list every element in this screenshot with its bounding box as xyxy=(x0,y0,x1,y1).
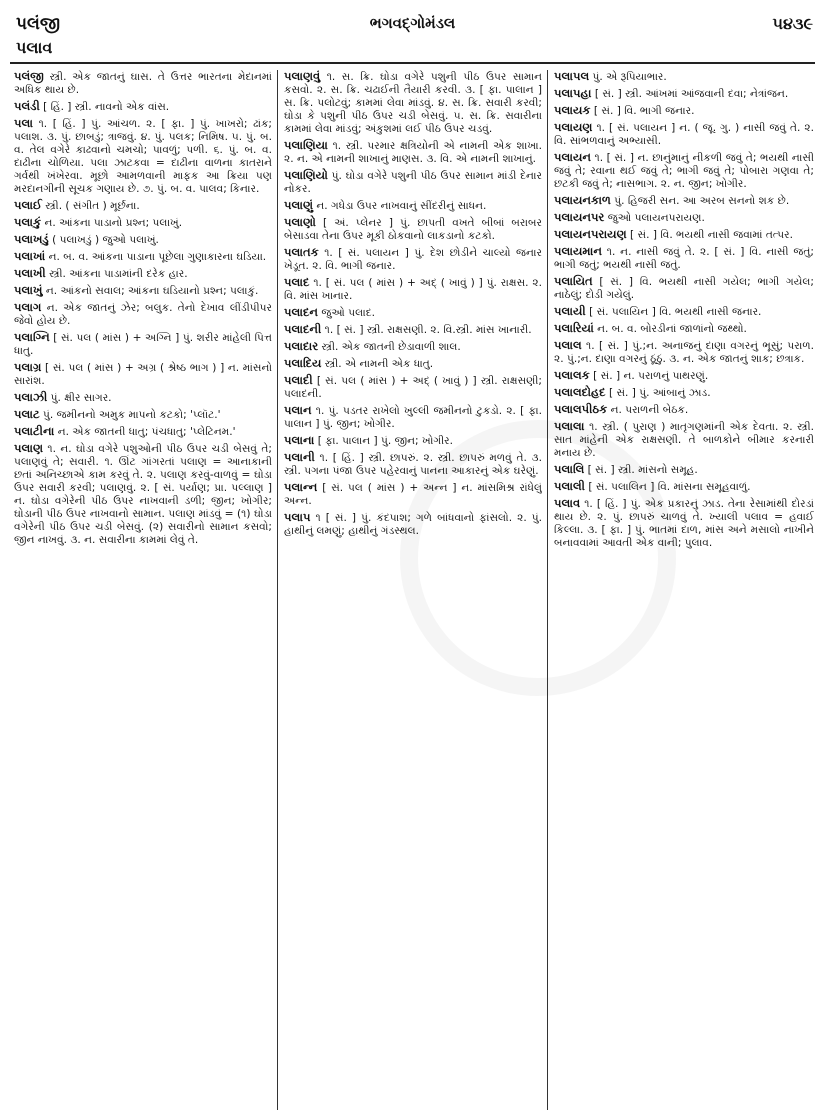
entry-headword: પલાલદોહદ xyxy=(554,385,606,399)
dictionary-entry xyxy=(554,322,814,336)
entry-definition: [ સં. પલાલિન ] વિ. માંસના સમૂહવાળું. xyxy=(588,481,751,493)
entry-headword: પલાકું xyxy=(14,215,42,229)
entry-definition: ૧ [ સં. ] પું. કંદપાશ; ગળે બાંધવાનો ફાંસલો. ૨. પું. હાથીનું લમણું; હાથીનું ગંડસ્થલ. xyxy=(284,512,542,537)
entry-definition: ન. આંકના પાડાનો પ્રશ્ન; પલાખું. xyxy=(44,217,183,229)
column-1 xyxy=(14,70,272,1110)
dictionary-entry xyxy=(14,250,272,264)
dictionary-entry xyxy=(14,233,272,247)
entry-definition: ન. આંકનો સવાલ; આંકના ઘડિયાનો પ્રશ્ન; પલાકું. xyxy=(45,285,259,297)
dictionary-entry xyxy=(554,386,814,400)
entry-definition: [ સં. પલ ( માંસ ) + અન્ન ] ન. માંસમિશ્ર રાંધેલું અન્ન. xyxy=(284,482,542,507)
entry-headword: પલાગ xyxy=(14,300,42,314)
dictionary-entry xyxy=(284,169,542,196)
dictionary-entry xyxy=(284,357,542,371)
dictionary-entry xyxy=(554,194,814,208)
entry-headword: પલાપહા xyxy=(554,86,592,100)
dictionary-entry xyxy=(284,323,542,337)
entry-headword: પલાયનપરાયણ xyxy=(554,227,627,241)
dictionary-entry xyxy=(554,228,814,242)
entry-definition: [ સં. પલાયિન ] વિ. ભયથી નાસી જનાર. xyxy=(589,306,762,318)
entry-definition: ( પલાખડું ) જુઓ પલાખું. xyxy=(52,234,159,246)
dictionary-entry xyxy=(554,463,814,477)
dictionary-entry xyxy=(14,331,272,358)
entry-headword: પલાલી xyxy=(554,479,585,493)
entry-headword: પલાપલ xyxy=(554,70,590,83)
dictionary-entry xyxy=(14,199,272,213)
entry-definition: ૧. પું. પડતર રાખેલો ખુલ્લી જમીનનો ટુકડો. ૨. [ ફા. પાલાન ] પું. જીન; ખોગીર. xyxy=(284,405,542,430)
dictionary-entry xyxy=(554,211,814,225)
entry-definition: ૧. [ સં. ] સ્ત્રી. રાક્ષસણી. ૨. વિ.સ્ત્રી. માંસ ખાનારી. xyxy=(324,324,532,336)
dictionary-entry xyxy=(284,246,542,273)
entry-definition: ૧. સ. ક્રિ. ઘોડા વગેરે પશુની પીઠ ઉપર સામાન કસવો. ૨. સ. ક્રિ. ચઢાઈની તૈયારી કરવી. ૩. [ ફા. પાલાન ] સ. ક્રિ. પલોટવું; કામમાં લેવા માંડવું. ૪. સ. ક્રિ. સવારી કરવી; ઘોડા કે પશુની પીઠ ઉપર ચડી બેસવું. ૫. સ. ક્રિ. સવારીના કામમાં લેવા માંડવું; અંકુશમાં લઈ પીઠ ઉપર ચડવું. xyxy=(284,71,542,135)
entry-definition: [ સં. ] વિ. ભયથી નાસી જવામાં તત્પર. xyxy=(630,229,794,241)
entry-headword: પલાદાર xyxy=(284,339,319,353)
entry-definition: જુઓ પલાદ. xyxy=(321,307,375,319)
dictionary-entry xyxy=(554,305,814,319)
entry-headword: પલાદિય xyxy=(284,356,322,370)
dictionary-entry xyxy=(14,442,272,547)
entry-definition: ૧. [ હિં. ] પું. એક પ્રકારનું ઝાડ. તેના રેસામાંથી દોરડાં થાય છે. ૨. પું. છાપરું ચાળવું તે. ખ્યાલી પલાવ = હવાઈ કિલ્લા. ૩. [ ફા. ] પું. ભાતમાં દાળ, માંસ અને મસાલો નાખીને બનાવવામાં આવતી એક વાની; પુલાવ. xyxy=(554,498,814,549)
dictionary-entry xyxy=(14,425,272,439)
dictionary-entry xyxy=(554,403,814,417)
entry-headword: પલાખી xyxy=(14,266,46,280)
left-sub-guide-word: પલાવ xyxy=(16,38,53,57)
entry-definition: ૧. [ સં. ] પું.;ન. અનાજનું દાણા વગરનું ભૂસું; પરાળ. ૨. પું.;ન. દાણા વગરનું ઠૂંઠું. ૩. ન. એક જાતનું શાક; છત્રાક. xyxy=(554,340,814,365)
entry-headword: પલાદની xyxy=(284,322,322,336)
entry-definition: ૧. [ સં. ] ન. છાનુંમાનું નીકળી જવું તે; ભયથી નાસી જવું તે; રવાના થઈ જવું તે; ભાગી જવું તે; પોબારા ગણવા તે; છટકી જવું તે; નાસભાગ. ૨. ન. જીન; ખોગીર. xyxy=(554,152,814,190)
dictionary-entry xyxy=(284,199,542,213)
entry-definition: [ સં. ] ન. પરાળનું પાથરણું. xyxy=(593,370,709,382)
dictionary-entry xyxy=(284,139,542,166)
entry-definition: [ સં. પલ ( માંસ ) + અગ્નિ ] પું. શરીર માંહેલી પિત્ત ધાતુ. xyxy=(14,332,272,357)
entry-definition: ન. ગધેડા ઉપર નાખવાનું સીંદરીનું સાધન. xyxy=(316,200,487,212)
dictionary-entry xyxy=(284,451,542,478)
dictionary-entry xyxy=(14,408,272,422)
entry-definition: [ હિં. ] સ્ત્રી. નાવનો એક વાંસ. xyxy=(43,101,170,113)
dictionary-entry xyxy=(14,284,272,298)
dictionary-entry xyxy=(284,216,542,243)
page-number: ૫૪૩૯ xyxy=(772,14,813,33)
entry-headword: પલાઈ xyxy=(14,198,42,212)
entry-headword: પલાલિ xyxy=(554,462,585,476)
entry-definition: ૧. ન. ઘોડા વગેરે પશુઓની પીઠ ઉપર ચડી બેસવું તે; પલાણવું તે; સવારી. ૧. ઊંટ ગાંગરતાં પલાણ = આનાકાની છતાં અનિચ્છાએ કામ કરવું તે. ૨. પલાણ કરવું-વાળવું = ઘોડા ઉપર સવારી કરવી; પલાણવું. ૨. [ સં. પર્યાણ; પ્રા. પલ્લાણ ] ન. ઘોડા વગેરેની પીઠ ઉપર નાખવાની ડળી; જીન; ખોગીર; ઘોડાની પીઠ ઉપર નાખવાનો સામાન. પલાણ માંડવું = (૧) ઘોડા વગેરેની પીઠ ઉપર ચડી બેસવું. (૨) સવારીનો સામાન કસવો; જીન નાખવું. ૩. ન. સવારીના કામમાં લેવું તે. xyxy=(14,443,272,546)
dictionary-entry xyxy=(554,339,814,366)
entry-definition: [ સં. ] સ્ત્રી. આંખમાં આંજવાની દવા; નેત્રાંજન. xyxy=(594,88,789,100)
entry-headword: પલાયણ xyxy=(554,120,593,134)
entry-headword: પલાના xyxy=(284,433,315,447)
dictionary-entry xyxy=(284,340,542,354)
dictionary-entry xyxy=(284,70,542,136)
dictionary-entry xyxy=(14,117,272,196)
entry-definition: સ્ત્રી. એ નામની એક ધાતુ. xyxy=(324,358,434,370)
entry-definition: ૧. સ્ત્રી. ( પુરાણ ) માતૃગણમાંની એક દેવતા. ૨. સ્ત્રી. સાત માંહેની એક રાક્ષસણી. તે બાળકોને બીમાર કરનારી મનાય છે. xyxy=(554,421,814,459)
entry-definition: ૧. ન. નાસી જવું તે. ૨. [ સં. ] વિ. નાસી જતું; ભાગી જતું; ભયથી નાસી જતું. xyxy=(554,246,814,271)
entry-definition: ન. એક જાતની ધાતુ; પંચધાતુ; 'પ્લેટિનમ.' xyxy=(57,426,236,438)
entry-headword: પલાખું xyxy=(14,283,43,297)
entry-definition: સ્ત્રી. એક જાતનું ઘાસ. તે ઉત્તર ભારતના મેદાનમાં અધિક થાય છે. xyxy=(14,71,272,96)
book-title: ભગવદ્ગોમંડલ xyxy=(369,14,456,32)
entry-definition: [ સં. ] વિ. ભયથી નાસી ગયેલ; ભાગી ગયેલ; નાઠેલું; દોડી ગયેલું. xyxy=(554,276,814,301)
dictionary-entry xyxy=(14,391,272,405)
column-2 xyxy=(284,70,542,1110)
column-divider xyxy=(277,70,278,1110)
entry-headword: પલાતક xyxy=(284,245,319,259)
entry-headword: પલાયિત xyxy=(554,274,593,288)
entry-definition: સ્ત્રી. આંકના પાડામાંની દરેક હાર. xyxy=(49,268,188,280)
dictionary-entry xyxy=(554,70,814,84)
entry-headword: પલંજી xyxy=(14,70,44,83)
dictionary-entry xyxy=(284,434,542,448)
entry-headword: પલાણ xyxy=(14,441,44,455)
entry-headword: પલાયક xyxy=(554,103,591,117)
entry-definition: ૧. સ્ત્રી. પરમાર ક્ષત્રિયોની એ નામની એક શાખા. ૨. ન. એ નામની શાખાનું માણસ. ૩. વિ. એ નામની શાખાનું. xyxy=(284,140,542,165)
dictionary-entry xyxy=(14,361,272,388)
entry-definition: ન. એક જાતનું ઝેર; બલુક. તેનો દેખાવ લીંડીપીપર જેવો હોય છે. xyxy=(14,302,272,327)
entry-definition: સ્ત્રી. એક જાતની છેડાવાળી શાલ. xyxy=(321,341,461,353)
dictionary-entry xyxy=(554,497,814,550)
entry-headword: પલાલપીઠક xyxy=(554,402,608,416)
entry-headword: પલાદી xyxy=(284,373,313,387)
entry-definition: પું. ક્ષીર સાગર. xyxy=(50,392,112,404)
entry-headword: પલાપ xyxy=(284,510,311,524)
entry-headword: પલાટીના xyxy=(14,424,55,438)
entry-definition: જુઓ પલાયનપરાયણ. xyxy=(607,212,705,224)
entry-headword: પલાણવું xyxy=(284,70,321,83)
entry-headword: પલાઝી xyxy=(14,390,48,404)
entry-headword: પલા xyxy=(14,116,33,130)
entry-headword: પલાણું xyxy=(284,198,314,212)
entry-definition: પું. જમીનનો અમુક માપનો કટકો; 'પ્લૉટ.' xyxy=(43,409,221,421)
entry-definition: [ સં. ] સ્ત્રી. માંસનો સમૂહ. xyxy=(587,464,698,476)
entry-headword: પલાગ્ર xyxy=(14,360,42,374)
entry-definition: ૧. [ હિં. ] પું. આંચળ. ૨. [ ફા. ] પું. ખાખરો; ઢાંક; પલાશ. ૩. પું. છાબડું; ત્રાજવું. ૪. પું. પલક; નિમિષ. ૫. પું. બ. વ. તેલ વગેરે કાઢવાનો ચમચો; પાવળું; પળી. ૬. પું. બ. વ. દાઢીના ચોળિયા. પલા ઝાટકવા = દાઢીના વાળના કાતરાને ગર્વથી ખંખેરવા. મૂછો આમળવાની માફક આ ક્રિયા પણ મરદાનગીની સૂચક ગણાય છે. ૭. પું. બ. વ. પાલવ; કિનાર. xyxy=(14,118,272,195)
dictionary-entry xyxy=(14,100,272,114)
dictionary-entry xyxy=(14,216,272,230)
dictionary-entry xyxy=(284,481,542,508)
column-3 xyxy=(554,70,814,1110)
dictionary-entry xyxy=(284,374,542,401)
entry-headword: પલાણિયો xyxy=(284,168,328,182)
left-guide-word: પલંજી xyxy=(16,14,61,34)
entry-headword: પલાણો xyxy=(284,215,316,229)
entry-definition: [ ફા. પાલાન ] પું. જીન; ખોગીર. xyxy=(317,435,453,447)
entry-definition: ૧. [ સં. પલાયન ] ન. ( જૂ. ગુ. ) નાસી જવું તે. ૨. વિ. સાંભળવાનું અભ્યાસી. xyxy=(554,122,814,147)
entry-definition: ૧. [ સં. પલાયન ] પું. દેશ છોડીને ચાલ્યો જનાર ખેડૂત. ૨. વિ. ભાગી જનાર. xyxy=(284,247,542,272)
dictionary-entry xyxy=(284,276,542,303)
entry-headword: પલાદ xyxy=(284,275,310,289)
entry-definition: પું. એ રૂપિયાભાર. xyxy=(592,71,667,83)
dictionary-entry xyxy=(554,245,814,272)
header-rule xyxy=(10,62,815,64)
entry-headword: પલાટ xyxy=(14,407,40,421)
entry-headword: પલંડી xyxy=(14,99,40,113)
dictionary-entry xyxy=(554,275,814,302)
page-header xyxy=(0,0,825,64)
entry-headword: પલાખાં xyxy=(14,249,46,263)
dictionary-entry xyxy=(554,121,814,148)
dictionary-entry xyxy=(14,301,272,328)
dictionary-entry xyxy=(554,480,814,494)
dictionary-entry xyxy=(284,404,542,431)
entry-definition: [ સં. ] પું. આંબાનું ઝાડ. xyxy=(608,387,711,399)
entry-headword: પલાલક xyxy=(554,368,590,382)
column-divider xyxy=(547,70,548,1110)
entry-headword: પલાણિયા xyxy=(284,138,328,152)
entry-definition: પું. ઘોડા વગેરે પશુની પીઠ ઉપર સામાન માંડી દેનાર નોકર. xyxy=(284,170,542,195)
entry-definition: સ્ત્રી. ( સંગીત ) મૂર્છના. xyxy=(45,200,140,212)
entry-headword: પલાખડું xyxy=(14,232,49,246)
dictionary-entry xyxy=(554,369,814,383)
dictionary-entry xyxy=(554,420,814,460)
entry-definition: ૧. [ સં. પલ ( માંસ ) + અદ્ ( ખાવું ) ] પું. રાક્ષસ. ૨. વિ. માંસ ખાનાર. xyxy=(284,277,542,302)
entry-definition: [ સં. પલ ( માંસ ) + અગ્ર ( શ્રેષ્ઠ ભાગ ) ] ન. માંસનો સારાંશ. xyxy=(14,362,272,387)
entry-headword: પલાલ xyxy=(554,338,582,352)
entry-headword: પલાલા xyxy=(554,419,585,433)
entry-headword: પલાગ્નિ xyxy=(14,330,50,344)
entry-headword: પલાયનપર xyxy=(554,210,605,224)
entry-definition: [ સં. પલ ( માંસ ) + અદ્ ( ખાવું ) ] સ્ત્રી. રાક્ષસણી; પલાદની. xyxy=(284,375,542,400)
entry-definition: [ અં. પ્લેનર ] પું. છાપતી વખતે બીબાં બરાબર બેસાડવા તેના ઉપર મૂકી ઠોકવાનો લાકડાનો કટકો. xyxy=(284,217,542,242)
dictionary-entry xyxy=(14,267,272,281)
entry-headword: પલાયન xyxy=(554,150,591,164)
entry-definition: ન. બ. વ. આંકના પાડાના પૂછેલા ગુણાકારના ઘડિયા. xyxy=(48,251,267,263)
entry-headword: પલાન્ન xyxy=(284,480,318,494)
dictionary-entry xyxy=(14,70,272,97)
entry-definition: પું. હિજરી સન. આ અરબ સનનો શક છે. xyxy=(614,195,790,207)
entry-headword: પલાવ xyxy=(554,496,581,510)
entry-headword: પલાની xyxy=(284,450,315,464)
dictionary-entry xyxy=(554,104,814,118)
entry-headword: પલાદન xyxy=(284,305,318,319)
entry-headword: પલારિયાં xyxy=(554,321,594,335)
entry-definition: ૧. [ હિં. ] સ્ત્રી. છાપરું. ૨. સ્ત્રી. છાપરું મળવું તે. ૩. સ્ત્રી. પગના પંજા ઉપર પહેરવાનું પાનના આકારનું એક ઘરેણું. xyxy=(284,452,542,477)
dictionary-entry xyxy=(554,151,814,191)
entry-definition: [ સં. ] વિ. ભાગી જનાર. xyxy=(593,105,695,117)
entry-headword: પલાન xyxy=(284,403,312,417)
entry-definition: ન. પરાળની બેઠક. xyxy=(610,404,689,416)
entry-headword: પલાયનકાળ xyxy=(554,193,611,207)
entry-definition: ન. બ. વ. બોરડીનાં જાળાંનો જથ્થો. xyxy=(597,323,747,335)
dictionary-entry xyxy=(284,511,542,538)
entry-headword: પલાયમાન xyxy=(554,244,602,258)
dictionary-entry xyxy=(284,306,542,320)
entry-headword: પલાયી xyxy=(554,304,586,318)
dictionary-entry xyxy=(554,87,814,101)
